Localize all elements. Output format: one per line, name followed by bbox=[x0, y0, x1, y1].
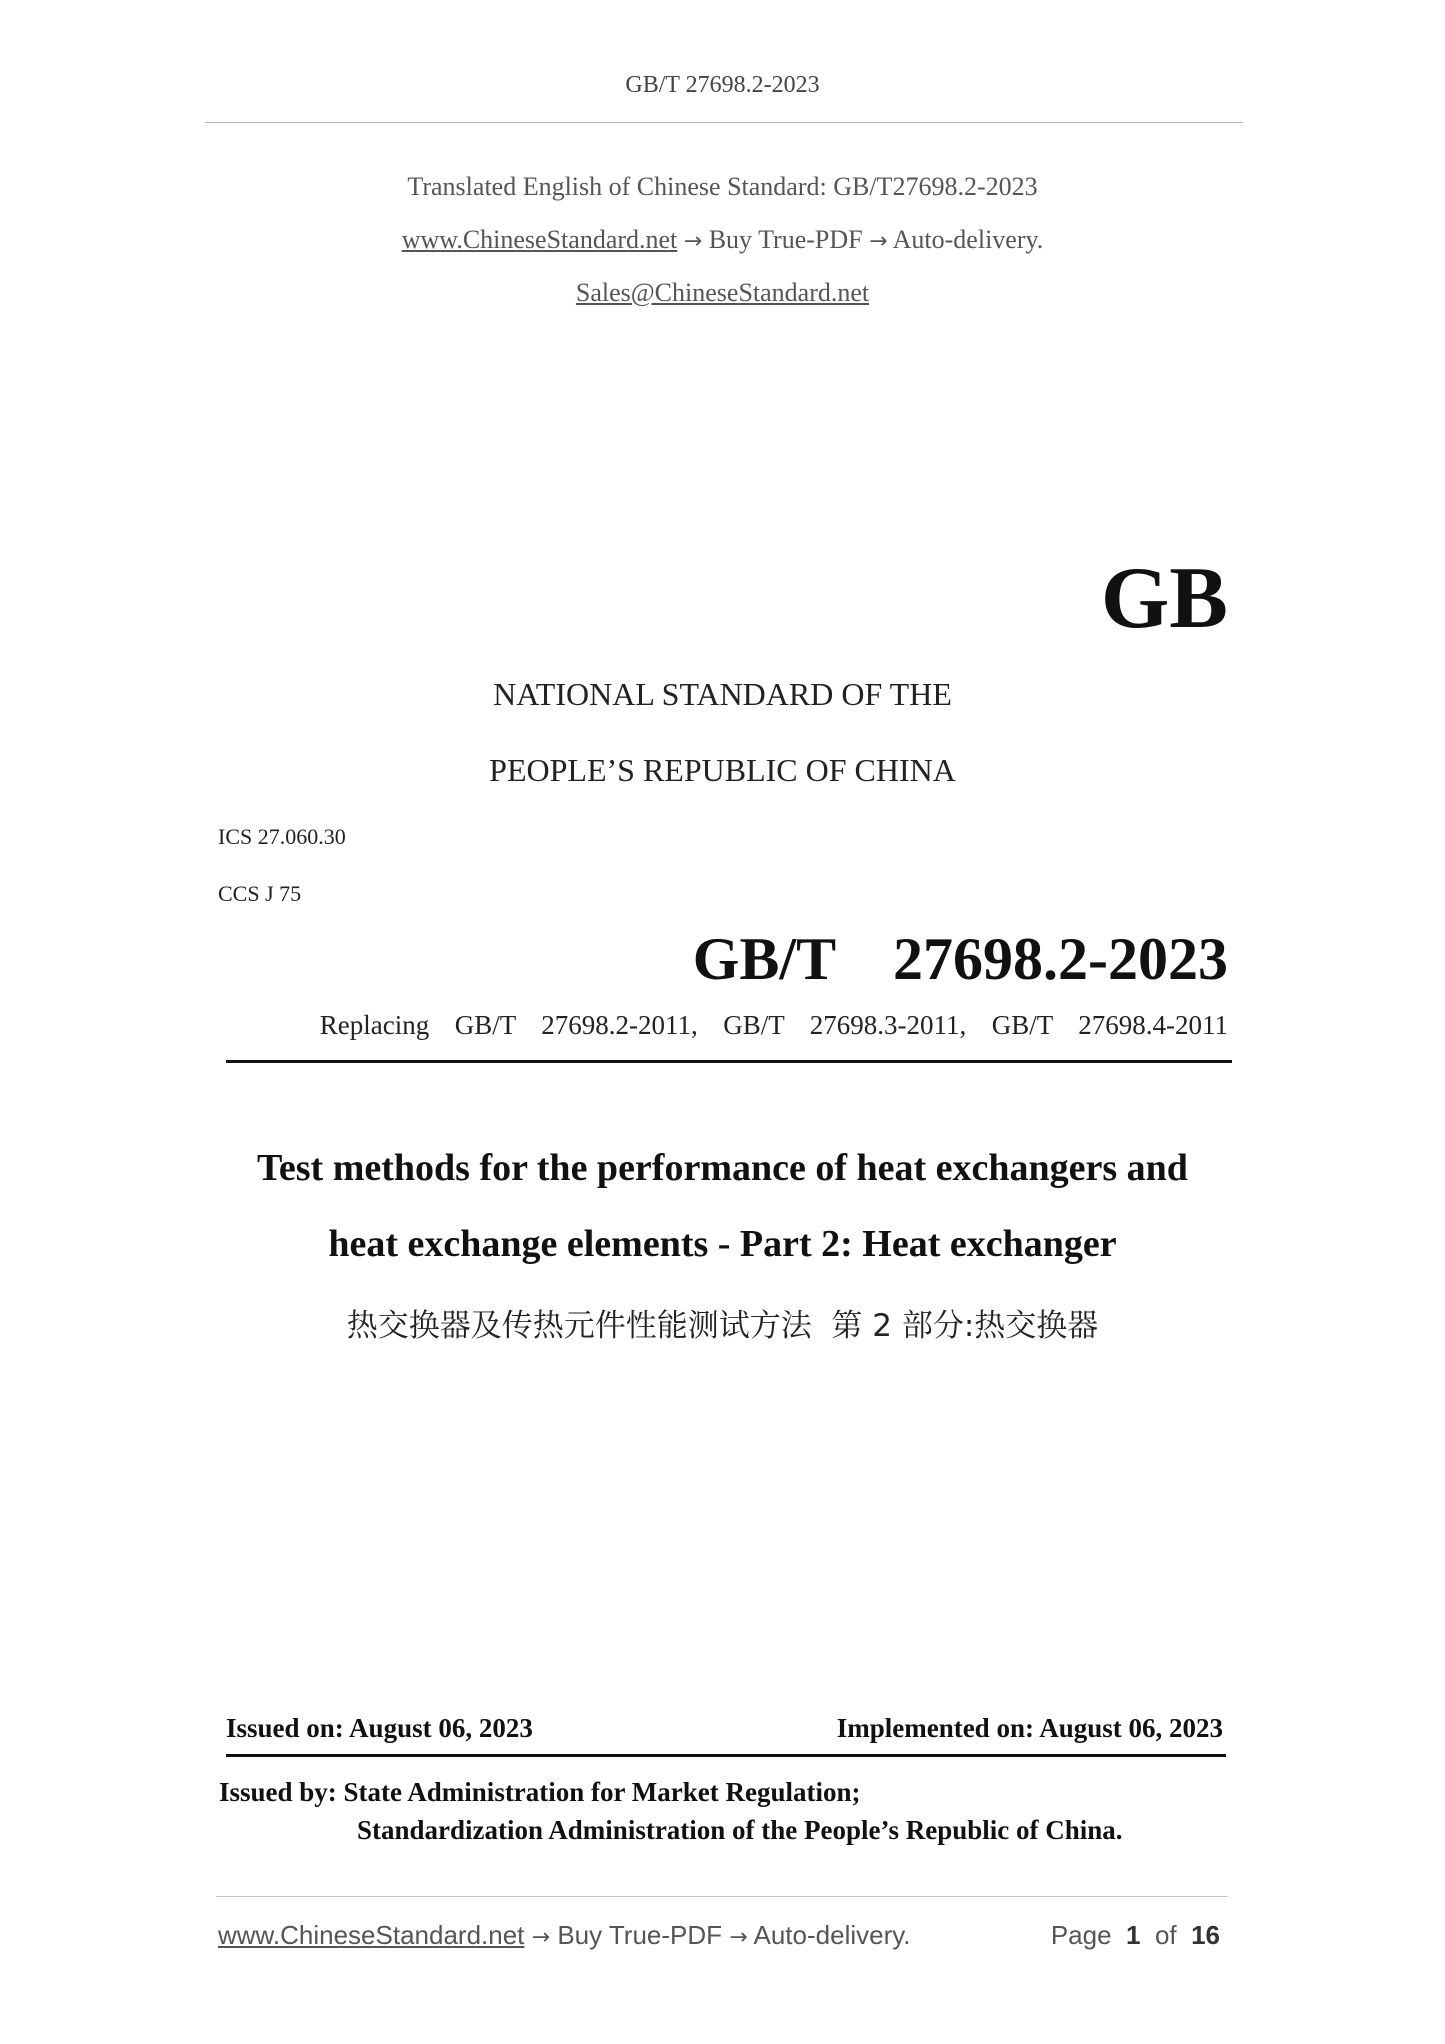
issued-by-line-1: Issued by: State Administration for Market Regulation; bbox=[219, 1777, 861, 1807]
auto-delivery-text: Auto-delivery. bbox=[892, 225, 1044, 254]
arrow-right-icon: → bbox=[683, 229, 703, 254]
ccs-code: CCS J 75 bbox=[218, 881, 302, 906]
page-indicator bbox=[1051, 1920, 1220, 1951]
page-current: 1 bbox=[1126, 1920, 1141, 1950]
site-link[interactable]: www.ChineseStandard.net bbox=[401, 225, 678, 254]
implemented-on-date: Implemented on: August 06, 2023 bbox=[836, 1713, 1223, 1743]
document-title-line-2: heat exchange elements - Part 2: Heat exchanger bbox=[328, 1223, 1117, 1265]
promo-email-line bbox=[0, 278, 1445, 308]
footer-site-link[interactable]: www.ChineseStandard.net bbox=[218, 1920, 525, 1950]
issue-divider bbox=[226, 1754, 1226, 1757]
replacing-standards: Replacing GB/T 27698.2-2011, GB/T 27698.3-2011, GB/T 27698.4-2011 bbox=[319, 1010, 1228, 1040]
arrow-right-icon: → bbox=[729, 1925, 748, 1950]
header-divider bbox=[205, 122, 1243, 123]
footer-divider bbox=[216, 1896, 1228, 1897]
title-divider bbox=[226, 1060, 1232, 1063]
arrow-right-icon: → bbox=[869, 229, 888, 254]
footer-buy-true-pdf-text: Buy True-PDF bbox=[557, 1920, 723, 1950]
page-label: Page bbox=[1050, 1920, 1112, 1950]
issued-by-line-2: Standardization Administration of the People’s Republic of China. bbox=[357, 1815, 1123, 1845]
issued-on-date: Issued on: August 06, 2023 bbox=[226, 1713, 533, 1743]
document-title-chinese: 热交换器及传热元件性能测试方法 第 2 部分:热交换器 bbox=[346, 1308, 1099, 1344]
gb-mark: GB bbox=[1100, 550, 1228, 647]
translated-notice: Translated English of Chinese Standard: GB/T27698.2-2023 bbox=[407, 172, 1038, 201]
ics-code: ICS 27.060.30 bbox=[218, 824, 346, 849]
page-of-label: of bbox=[1154, 1920, 1177, 1950]
national-standard-line-1: NATIONAL STANDARD OF THE bbox=[493, 676, 952, 712]
document-title-line-1: Test methods for the performance of heat exchangers and bbox=[257, 1147, 1188, 1189]
page-total: 16 bbox=[1191, 1920, 1220, 1950]
running-header-title: GB/T 27698.2-2023 bbox=[625, 72, 820, 98]
footer-buy-line bbox=[218, 1920, 911, 1951]
promo-buy-line bbox=[0, 225, 1445, 255]
arrow-right-icon: → bbox=[531, 1925, 551, 1950]
footer-auto-delivery-text: Auto-delivery. bbox=[753, 1920, 911, 1950]
buy-true-pdf-text: Buy True-PDF bbox=[708, 225, 863, 254]
standard-number: GB/T 27698.2-2023 bbox=[692, 926, 1228, 992]
national-standard-line-2: PEOPLE’S REPUBLIC OF CHINA bbox=[489, 752, 956, 788]
sales-email-link[interactable]: Sales@ChineseStandard.net bbox=[575, 278, 870, 307]
